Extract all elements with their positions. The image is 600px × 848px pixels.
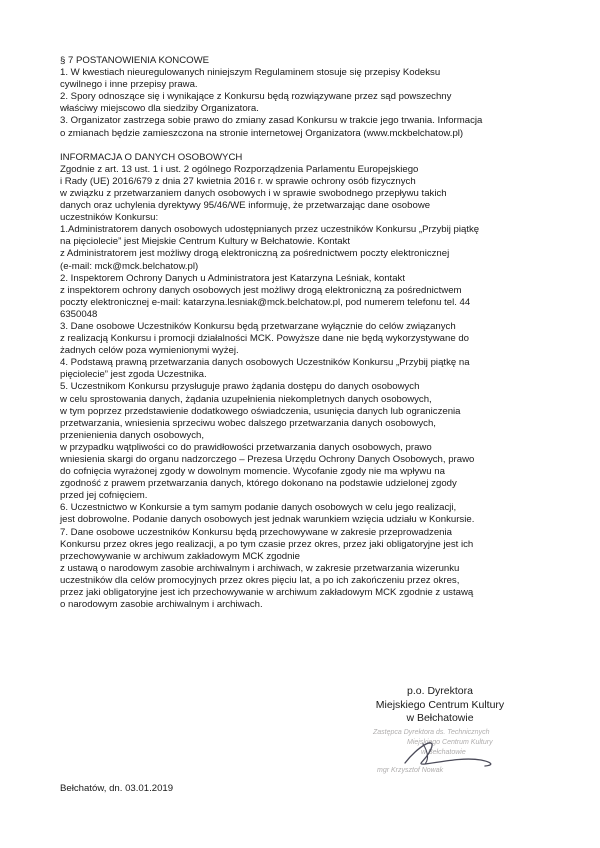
paragraph-line: 1.Administratorem danych osobowych udostępnianych przez uczestników Konkursu „Przybij piątkę xyxy=(60,224,480,236)
paragraph-line: żadnych celów poza wymienionymi wyżej. xyxy=(60,345,239,357)
paragraph-line: przez jaki obligatoryjne jest ich przechowywanie w archiwum zakładowym MCK zgodnie z ustawą xyxy=(60,587,474,599)
paragraph-line: zgodność z prawem przetwarzania danych, którego dokonano na podstawie udzielonej zgody xyxy=(60,478,457,490)
paragraph-line: o zmianach będzie zamieszczona na stronie internetowej Organizatora (www.mckbelchatow.pl) xyxy=(60,127,464,139)
paragraph-line: z inspektorem ochrony danych osobowych jest możliwy drogą elektroniczną za pośrednictwem xyxy=(60,284,462,296)
paragraph-line: 6. Uczestnictwo w Konkursie a tym samym podanie danych osobowych w celu jego realizacji, xyxy=(60,502,457,514)
document-body xyxy=(60,55,556,611)
paragraph-line: 4. Podstawą prawną przetwarzania danych osobowych Uczestników Konkursu „Przybij piątkę na xyxy=(60,357,470,369)
paragraph-line: w przypadku wątpliwości co do prawidłowości przetwarzania danych osobowych, prawo xyxy=(60,441,432,453)
paragraph-line: 2. Inspektorem Ochrony Danych u Administratora jest Katarzyna Leśniak, kontakt xyxy=(60,272,406,284)
paragraph-line: poczty elektronicznej e-mail: katarzyna.lesniak@mck.belchatow.pl, pod numerem telefonu tel. 44 xyxy=(60,296,471,308)
paragraph-line: z realizacją Konkursu i promocji działalności MCK. Powyższe dane nie będą wykorzystywane do xyxy=(60,333,469,345)
place-and-date: Bełchatów, dn. 03.01.2019 xyxy=(60,783,174,794)
paragraph-line: przenienienia danych osobowych, xyxy=(60,429,204,441)
paragraph-line: 3. Dane osobowe Uczestników Konkursu będą przetwarzane wyłącznie do celów związanych xyxy=(60,320,456,332)
stamp-line: Zastępca Dyrektora ds. Technicznych xyxy=(373,729,490,736)
paragraph-line: (e-mail: mck@mck.belchatow.pl) xyxy=(60,260,199,272)
stamp-line: mgr Krzysztof Nowak xyxy=(377,767,444,774)
paragraph-line: 1. W kwestiach nieuregulowanych niniejszym Regulaminem stosuje się przepisy Kodeksu xyxy=(60,67,441,79)
paragraph-line: Zgodnie z art. 13 ust. 1 i ust. 2 ogólnego Rozporządzenia Parlamentu Europejskiego xyxy=(60,163,419,175)
signature-city: w Bełchatowie xyxy=(406,712,474,724)
paragraph-line: z ustawą o narodowym zasobie archiwalnym i archiwach, w zakresie przetwarzania wizerunku xyxy=(60,562,460,574)
paragraph-line: Konkursu przez okres jego realizacji, a po tym czasie przez okres, przez jaki obligatoryjne jest ich xyxy=(60,538,474,550)
paragraph-line: jest dobrowolne. Podanie danych osobowych jest jednak warunkiem wzięcia udziału w Konkursie. xyxy=(60,514,475,526)
paragraph-line: wniesienia skargi do organu nadzorczego – Prezesa Urzędu Ochrony Danych Osobowych, prawo xyxy=(60,454,475,465)
paragraph-line: 6350048 xyxy=(60,308,98,320)
paragraph-line: w tym poprzez przedstawienie dodatkowego oświadczenia, usunięcia danych lub ograniczenia xyxy=(60,405,461,417)
paragraph-line: 2. Spory odnoszące się i wynikające z Konkursu będą rozwiązywane przez sąd powszechny xyxy=(60,91,452,103)
section-personal-data xyxy=(60,152,556,612)
paragraph-line: 3. Organizator zastrzega sobie prawo do zmiany zasad Konkursu w trakcie jego trwania. Informacja xyxy=(60,115,483,127)
stamp-line: Miejskiego Centrum Kultury xyxy=(407,739,493,746)
paragraph-line: i Rady (UE) 2016/679 z dnia 27 kwietnia 2016 r. w sprawie ochrony osób fizycznych xyxy=(60,175,416,187)
paragraph-line: przed jej cofnięciem. xyxy=(60,490,148,502)
paragraph-line: danych oraz uchylenia dyrektywy 95/46/WE informuję, że przetwarzając dane osobowe xyxy=(60,200,431,212)
paragraph-line: w związku z przetwarzaniem danych osobowych i w sprawie swobodnego przepływu takich xyxy=(60,187,447,199)
section-heading: § 7 POSTANOWIENIA KONCOWE xyxy=(60,55,210,66)
official-stamp xyxy=(365,727,525,777)
paragraph-line: cywilnego i inne przepisy prawa. xyxy=(60,79,198,91)
stamp-line: w Bełchatowie xyxy=(421,749,466,756)
paragraph-line: przetwarzania, wniesienia sprzeciwu wobec dalszego przetwarzania danych osobowych, xyxy=(60,417,436,429)
paragraph-line: w celu sprostowania danych, żądania uzupełnienia niekompletnych danych osobowych, xyxy=(60,393,432,405)
signature-institution: Miejskiego Centrum Kultury xyxy=(375,698,505,711)
paragraph-line: 7. Dane osobowe uczestników Konkursu będą przechowywane w zakresie przeprowadzenia xyxy=(60,526,452,538)
paragraph-line: uczestników Konkursu: xyxy=(60,212,159,224)
paragraph-line: z Administratorem jest możliwy drogą elektroniczną za pośrednictwem poczty elektronicznej xyxy=(60,248,450,260)
paragraph-line: pięciolecie” jest zgoda Uczestnika. xyxy=(60,369,207,381)
paragraph-line: 5. Uczestnikom Konkursu przysługuje prawo żądania dostępu do danych osobowych xyxy=(60,381,420,393)
signature-title: p.o. Dyrektora xyxy=(407,685,473,697)
paragraph-line: uczestników dla celów promocyjnych przez okres pięciu lat, a po ich zakończeniu przez okres, xyxy=(60,574,460,586)
paragraph-line: na pięciolecie” jest Miejskie Centrum Kultury w Bełchatowie. Kontakt xyxy=(60,236,351,248)
section-final-provisions xyxy=(60,55,556,140)
handwritten-signature xyxy=(365,727,525,777)
section-heading: INFORMACJA O DANYCH OSOBOWYCH xyxy=(60,151,243,163)
signature-block xyxy=(360,685,520,726)
paragraph-line: przechowywanie w archiwum zakładowym MCK zgodnie xyxy=(60,550,300,562)
paragraph-line: do cofnięcia wyrażonej zgody w dowolnym momencie. Wycofanie zgody nie ma wpływu na xyxy=(60,466,445,478)
paragraph-line: o narodowym zasobie archiwalnym i archiwach. xyxy=(60,599,263,611)
paragraph-line: właściwy miejscowo dla siedziby Organizatora. xyxy=(60,103,259,115)
